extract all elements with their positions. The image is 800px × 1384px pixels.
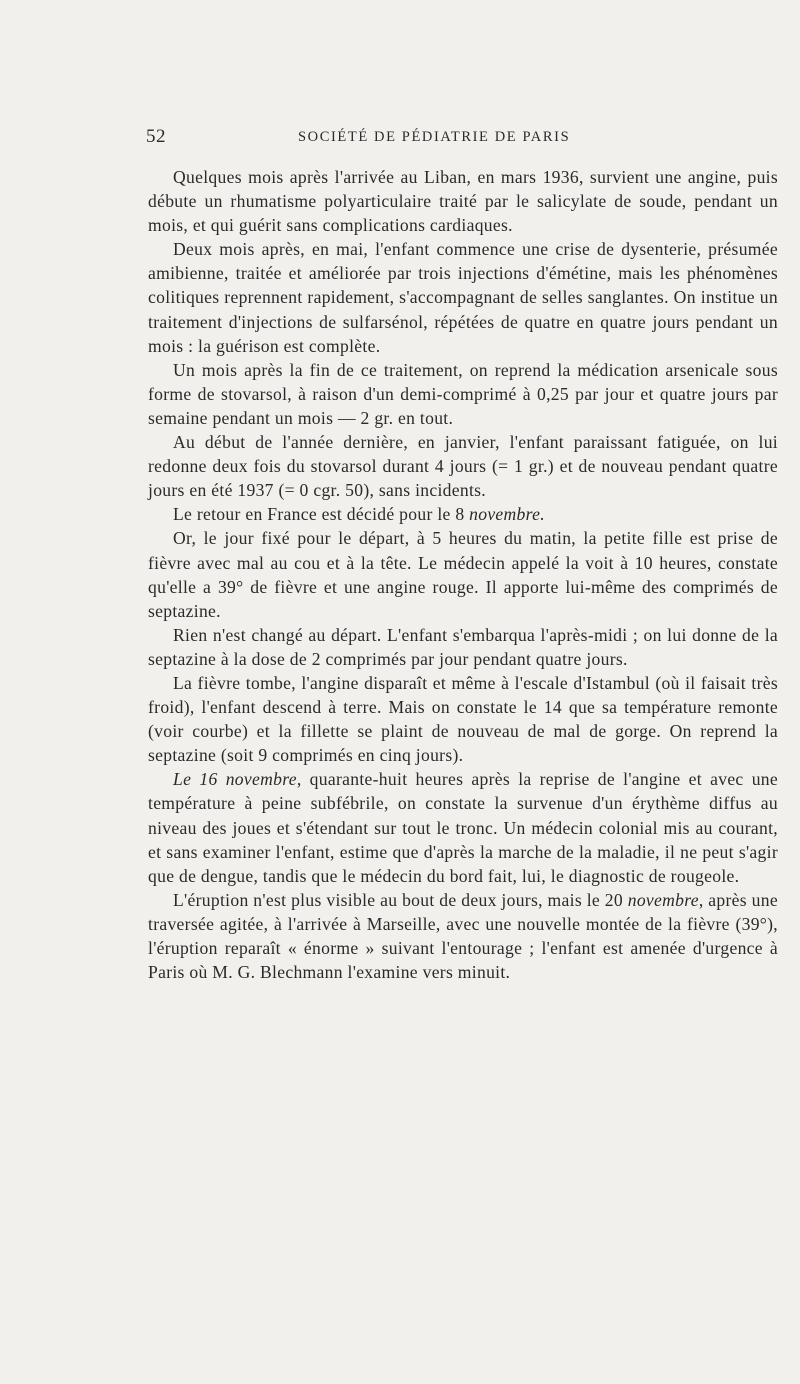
italic-text: novembre. [469, 504, 545, 525]
paragraph-10 [148, 888, 778, 984]
page-number: 52 [146, 126, 166, 147]
italic-text: novembre [627, 889, 699, 910]
paragraph-6 [148, 526, 778, 622]
paragraph-9 [148, 767, 778, 887]
italic-text: Le 16 novembre [173, 769, 297, 790]
running-title: SOCIÉTÉ DE PÉDIATRIE DE PARIS [298, 129, 571, 145]
paragraph-4 [148, 430, 778, 502]
paragraph-text: Un mois après la fin de ce traitement, on reprend la médication arsenicale sous forme de stovarsol, à raison d'un demi-comprimé à 0,25 par jour et quatre jours par semaine pendant un mois — 2 gr. en tout. [148, 359, 778, 428]
paragraph-text: Au début de l'année dernière, en janvier, l'enfant paraissant fatiguée, on lui redonne deux fois du stovarsol durant 4 jours (= 1 gr.) et de nouveau pendant quatre jours en été 1937 (= 0 cgr. 50), sans incidents. [148, 432, 778, 501]
paragraph-3 [148, 358, 778, 430]
paragraph-7 [148, 623, 778, 671]
paragraph-2 [148, 237, 778, 357]
paragraph-text: Quelques mois après l'arrivée au Liban, en mars 1936, survient une angine, puis débute un rhumatisme polyarticulaire traité par le salicylate de soude, pendant un mois, et qui guérit sans complications cardiaques. [148, 167, 778, 236]
page-header [146, 126, 786, 152]
paragraph-8 [148, 671, 778, 767]
body-text [148, 165, 778, 984]
paragraph-text: Deux mois après, en mai, l'enfant commence une crise de dysenterie, présumée amibienne, traitée et améliorée par trois injections d'émétine, mais les phénomènes colitiques reprennent rapidement, s'accompagnant de selles sanglantes. On institue un traitement d'injections de sulfarsénol, répétées de quatre en quatre jours pendant un mois : la guérison est complète. [148, 239, 778, 356]
paragraph-text: , après une traversée agitée, à l'arrivée à Marseille, avec une nouvelle montée de la fièvre (39°), l'éruption reparaît « énorme » suivant l'entourage ; l'enfant est amenée d'urgence à Paris où M. G. Blechmann l'examine vers minuit. [148, 889, 778, 983]
paragraph-text: La fièvre tombe, l'angine disparaît et même à l'escale d'Istambul (où il faisait très froid), l'enfant descend à terre. Mais on constate le 14 que sa température remonte (voir courbe) et la fillette se plaint de nouveau de mal de gorge. On reprend la septazine (soit 9 comprimés en cinq jours). [148, 672, 778, 766]
paragraph-5 [148, 502, 778, 526]
paragraph-text: Le retour en France est décidé pour le 8 [173, 504, 470, 525]
paragraph-text: Or, le jour fixé pour le départ, à 5 heures du matin, la petite fille est prise de fièvre avec mal au cou et à la tête. Le médecin appelé la voit à 10 heures, constate qu'elle a 39° de fièvre et une angine rouge. Il apporte lui-même des comprimés de septazine. [148, 528, 778, 621]
paragraph-text: L'éruption n'est plus visible au bout de deux jours, mais le 20 [173, 889, 628, 910]
paragraph-text: Rien n'est changé au départ. L'enfant s'embarqua l'après-midi ; on lui donne de la septazine à la dose de 2 comprimés par jour pendant quatre jours. [148, 624, 778, 669]
paragraph-1 [148, 165, 778, 237]
paragraph-text: , quarante-huit heures après la reprise de l'angine et avec une température à peine subfébrile, on constate la survenue d'un érythème diffus au niveau des joues et s'étendant sur tout le tronc. Un médecin colonial mis au courant, et sans examiner l'enfant, estime que d'après la marche de la maladie, il ne peut s'agir que de dengue, tandis que le médecin du bord fait, lui, le diagnostic de rougeole. [148, 769, 778, 886]
